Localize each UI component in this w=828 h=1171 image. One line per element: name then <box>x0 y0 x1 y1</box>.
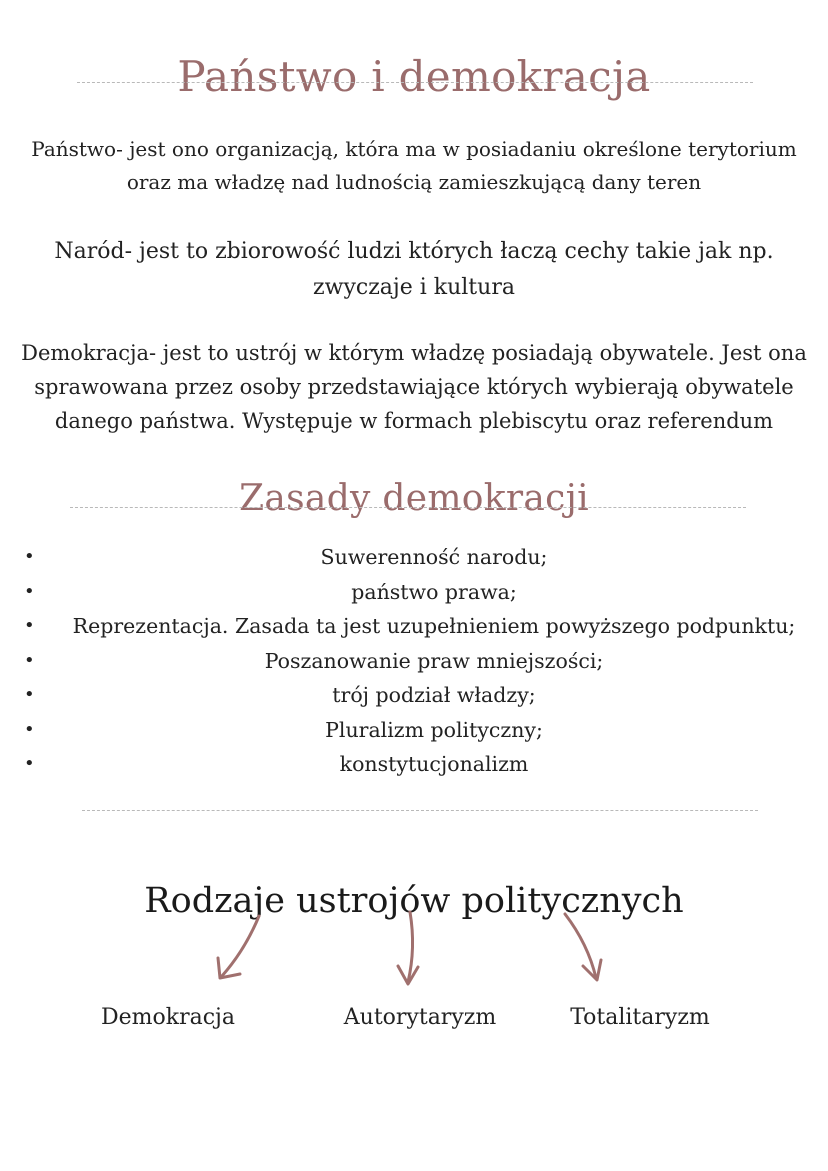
principles-list <box>0 540 828 782</box>
system-type-demokracja: Demokracja <box>101 1005 235 1030</box>
list-item <box>0 540 828 575</box>
list-item-text: Pluralizm polityczny; <box>325 717 543 742</box>
arrow-down-icon <box>398 912 418 984</box>
divider <box>82 810 758 811</box>
bullet-icon: • <box>24 753 35 774</box>
list-item <box>0 678 828 713</box>
list-item <box>0 609 828 644</box>
list-item <box>0 575 828 610</box>
divider <box>77 82 753 83</box>
list-item-text: Reprezentacja. Zasada ta jest uzupełnieniem powyższego podpunktu; <box>72 614 796 638</box>
page-title: Państwo i demokracja <box>177 52 651 102</box>
list-item <box>0 644 828 679</box>
divider <box>70 507 746 508</box>
bullet-icon: • <box>24 649 35 671</box>
list-item-text: trój podział władzy; <box>332 683 536 707</box>
arrow-down-left-icon <box>218 916 259 978</box>
definition-panstwo: Państwo- jest ono organizacją, która ma w posiadaniu określone terytorium oraz ma władzę nad ludnością zamieszkującą dany teren <box>31 137 797 194</box>
bullet-icon: • <box>24 546 35 567</box>
systems-heading: Rodzaje ustrojów politycznych <box>144 881 684 922</box>
system-type-autorytaryzm: Autorytaryzm <box>343 1005 497 1030</box>
list-item <box>0 747 828 782</box>
list-item-text: Suwerenność narodu; <box>320 545 548 569</box>
definition-demokracja: Demokracja- jest to ustrój w którym władzę posiadają obywatele. Jest ona sprawowana przez osoby przedstawiające których wybierają obywatele danego państwa. Występuje w formach plebiscytu oraz referendum <box>21 341 807 433</box>
list-item-text: Poszanowanie praw mniejszości; <box>264 648 604 673</box>
system-type-totalitaryzm: Totalitaryzm <box>570 1005 710 1030</box>
arrow-down-right-icon <box>565 914 601 980</box>
list-item <box>0 713 828 748</box>
bullet-icon: • <box>24 580 35 602</box>
bullet-icon: • <box>24 615 35 636</box>
list-item-text: państwo prawa; <box>351 579 517 604</box>
principles-heading: Zasady demokracji <box>239 477 589 519</box>
bullet-icon: • <box>24 718 35 740</box>
list-item-text: konstytucjonalizm <box>339 752 529 776</box>
arrows-diagram <box>0 900 828 1000</box>
bullet-icon: • <box>24 684 35 705</box>
definition-narod: Naród- jest to zbiorowość ludzi których łaczą cechy takie jak np. zwyczaje i kultura <box>54 239 774 300</box>
